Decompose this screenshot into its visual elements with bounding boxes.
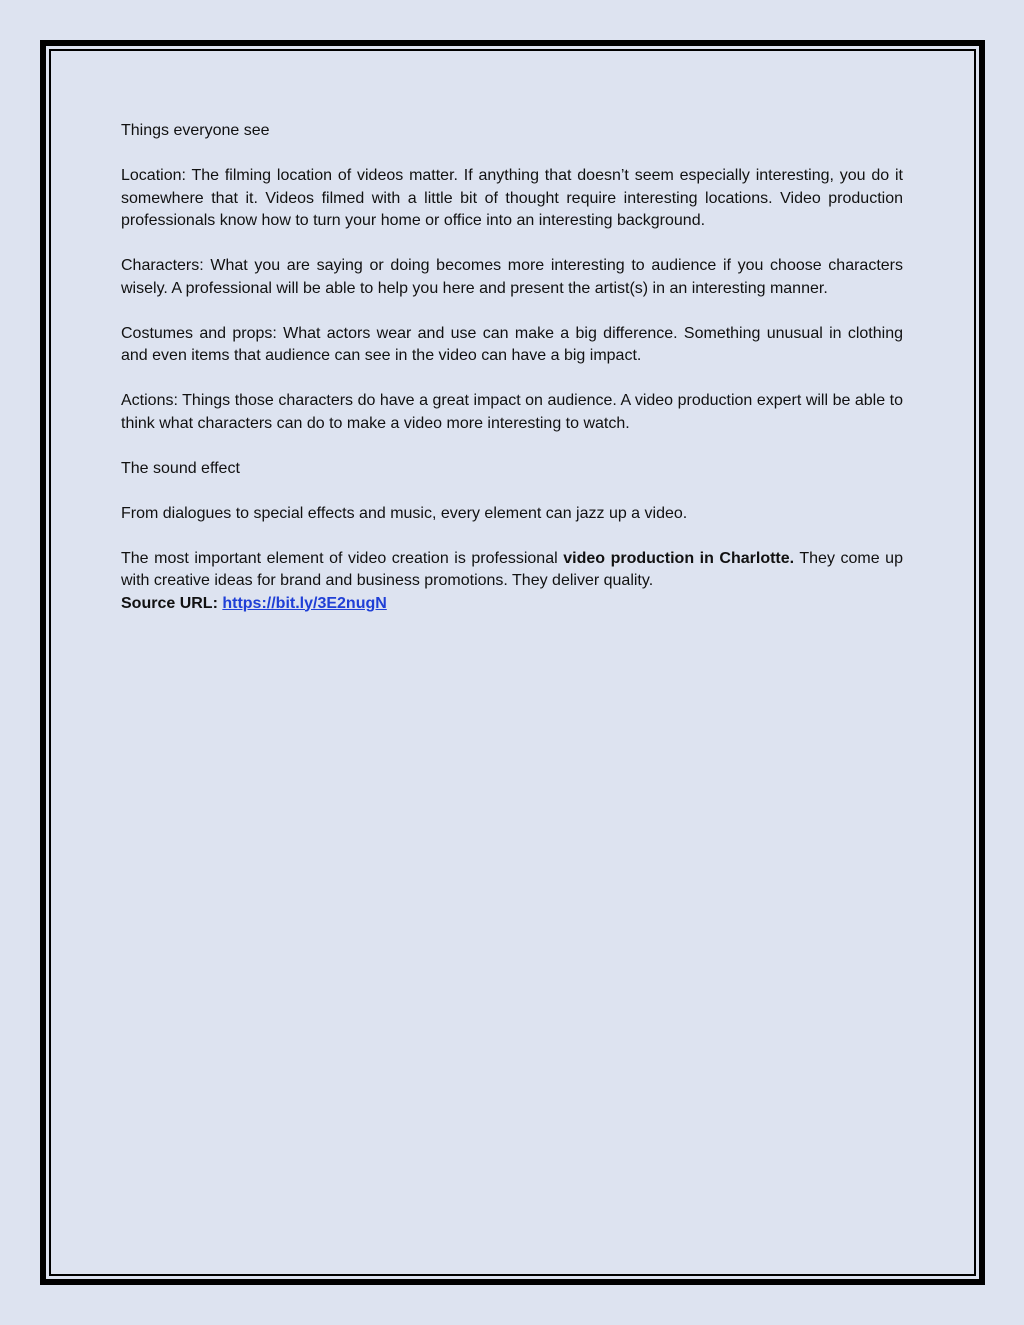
heading-sound-effect: The sound effect (121, 459, 240, 477)
heading-things-everyone-see: Things everyone see (121, 122, 270, 139)
closing-text-end: They come up with creative ideas for brand and business promotions. They deliver quality. (121, 549, 903, 589)
paragraph-closing (121, 548, 903, 593)
paragraph-costumes: Costumes and props: What actors wear and use can make a big difference. Something unusual in clothing and even items that audience can see in the video can have a big impact. (121, 324, 903, 364)
paragraph-actions: Actions: Things those characters do have a great impact on audience. A video production expert will be able to think what characters can do to make a video more interesting to watch. (121, 392, 903, 432)
source-label: Source URL: (121, 594, 223, 612)
paragraph-dialogues: From dialogues to special effects and music, every element can jazz up a video. (121, 504, 688, 522)
source-url-link[interactable]: https://bit.ly/3E2nugN (222, 594, 387, 612)
closing-keyword: video production in Charlotte. (563, 549, 795, 567)
paragraph-characters: Characters: What you are saying or doing becomes more interesting to audience if you choose characters wisely. A professional will be able to help you here and present the artist(s) in an interesting manner. (121, 257, 903, 297)
source-line (121, 593, 903, 616)
document-body (121, 120, 903, 615)
paragraph-location: Location: The filming location of videos matter. If anything that doesn’t seem especially interesting, you do it somewhere that it. Videos filmed with a little bit of thought require interesting locations. Video production professionals know how to turn your home or office into an interesting background. (121, 167, 903, 229)
closing-text-start: The most important element of video creation is professional (121, 549, 564, 567)
